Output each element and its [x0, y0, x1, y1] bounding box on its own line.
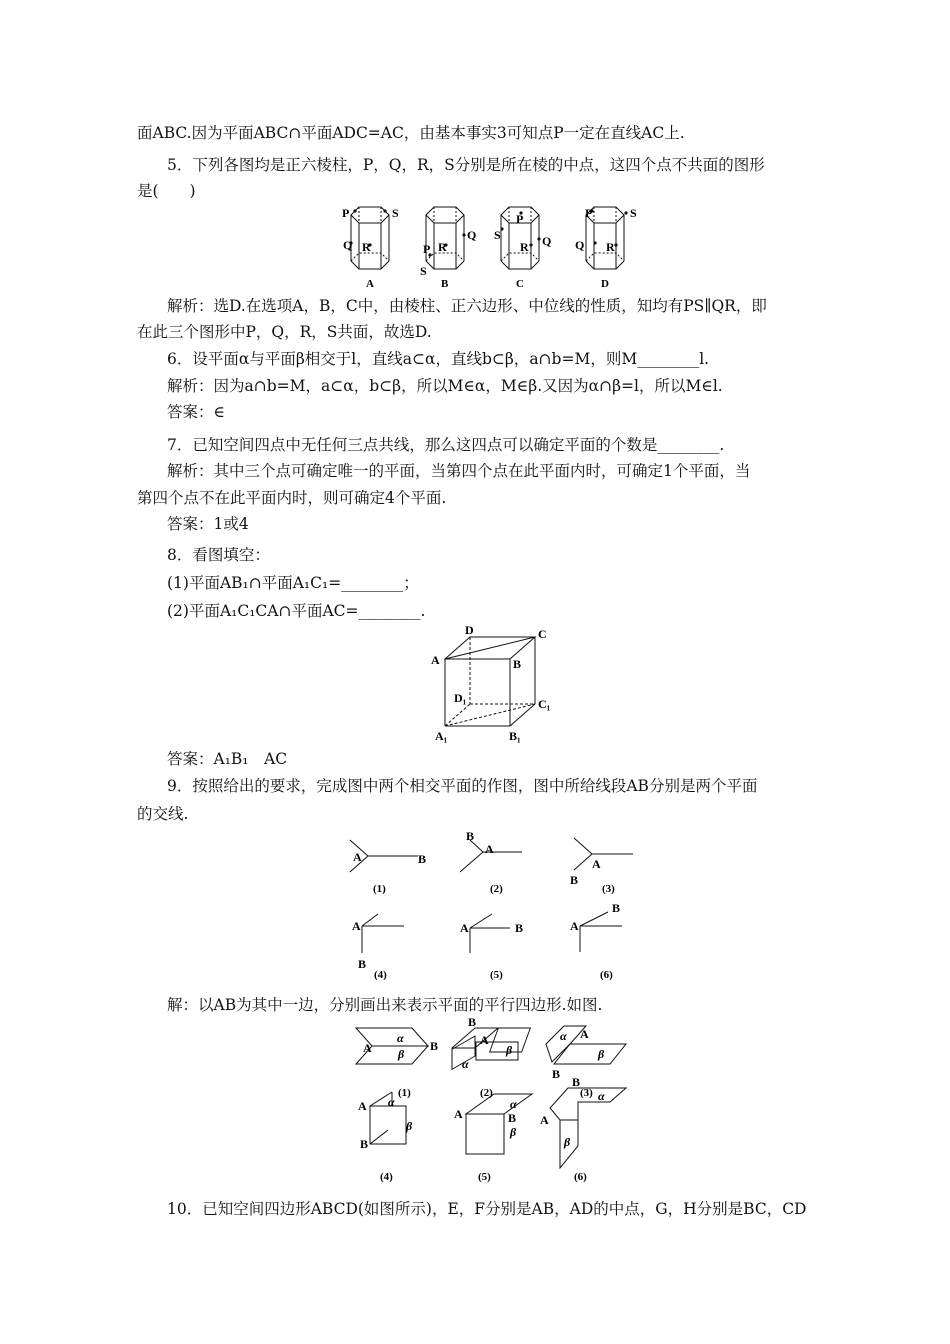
- q9-caption: (3): [602, 883, 615, 895]
- prism-label: R: [362, 240, 371, 254]
- q9-caption: (5): [490, 969, 503, 981]
- q10-question: 10．已知空间四边形ABCD(如图所示)，E，F分别是AB，AD的中点，G，H分别是BC，CD: [167, 1200, 807, 1218]
- sol-caption: (2): [480, 1087, 493, 1099]
- sol-label: β: [506, 1043, 513, 1057]
- q8-answer: 答案：A₁B₁ AC: [167, 750, 288, 768]
- q9-label: A: [485, 842, 494, 856]
- q5-solution-1: 解析：选D.在选项A，B，C中，由棱柱、正六边形、中位线的性质，知均有PS∥QR，即: [167, 297, 767, 315]
- q9-label: A: [592, 857, 601, 871]
- q7-solution-2: 第四个点不在此平面内时，则可确定4个平面.: [137, 489, 447, 507]
- q9-solution: 解：以AB为其中一边，分别画出来表示平面的平行四边形.如图.: [167, 996, 603, 1014]
- q9-label: B: [515, 921, 524, 935]
- prism-label: S: [420, 264, 427, 278]
- q8-part-1: (1)平面AB₁∩平面A₁C₁=________；: [167, 574, 419, 592]
- q5-line-2: 是( ): [137, 182, 196, 200]
- sol-label: β: [564, 1135, 571, 1149]
- sol-label: B: [430, 1039, 439, 1053]
- cube-label: A₁: [435, 729, 448, 743]
- sol-label: A: [540, 1113, 549, 1127]
- sol-label: B: [468, 1018, 477, 1029]
- prism-figures: [330, 203, 660, 290]
- sol-label: α: [560, 1029, 567, 1043]
- sol-label: β: [406, 1119, 413, 1133]
- q9-label: B: [570, 873, 579, 887]
- sol-label: A: [358, 1099, 367, 1113]
- q6-question: 6．设平面α与平面β相交于l，直线a⊂α，直线b⊂β，a∩b=M，则M________l.: [167, 350, 710, 368]
- sol-label: β: [398, 1047, 405, 1061]
- cube-label: B: [513, 657, 522, 671]
- sol-label: α: [598, 1089, 605, 1103]
- q9-label: A: [460, 921, 469, 935]
- sol-label: B: [360, 1137, 369, 1151]
- sol-label: B: [572, 1075, 581, 1089]
- q9-label: A: [352, 919, 361, 933]
- sol-label: α: [388, 1095, 395, 1109]
- sol-label: B: [552, 1067, 561, 1081]
- q7-solution-1: 解析：其中三个点可确定唯一的平面，当第四个点在此平面内时，可确定1个平面，当: [167, 462, 751, 480]
- cube-label: B₁: [509, 729, 521, 743]
- sol-label: β: [510, 1125, 517, 1139]
- sol-label: α: [462, 1057, 469, 1071]
- sol-caption: (5): [478, 1171, 491, 1183]
- sol-label: A: [363, 1041, 372, 1055]
- prism-caption-c: C: [516, 278, 524, 290]
- prism-label: Q: [542, 234, 552, 248]
- q9-question-1: 9．按照给出的要求，完成图中两个相交平面的作图，图中所给线段AB分别是两个平面: [167, 777, 758, 795]
- prism-label: P: [516, 212, 524, 226]
- prism-caption-b: B: [441, 278, 449, 290]
- prism-label: P: [342, 206, 350, 220]
- q9-label: B: [466, 829, 475, 843]
- cube-label: A: [431, 653, 440, 667]
- sol-caption: (6): [574, 1171, 587, 1183]
- sol-caption: (1): [398, 1087, 411, 1099]
- sol-label: α: [510, 1097, 517, 1111]
- q9-figures: [340, 828, 640, 988]
- prism-label: P: [585, 206, 593, 220]
- prism-label: S: [392, 206, 399, 220]
- q9-caption: (6): [600, 969, 613, 981]
- prism-label: R: [606, 240, 615, 254]
- q8-question: 8．看图填空：: [167, 546, 270, 564]
- line-1: 面ABC.因为平面ABC∩平面ADC=AC，由基本事实3可知点P一定在直线AC上.: [137, 124, 685, 142]
- q5-line-1: 5．下列各图均是正六棱柱，P，Q，R，S分别是所在棱的中点，这四个点不共面的图形: [167, 156, 765, 174]
- sol-label: A: [580, 1027, 589, 1041]
- q9-caption: (4): [374, 969, 387, 981]
- q9-caption: (1): [373, 883, 386, 895]
- cube-label: C₁: [538, 697, 551, 711]
- cube-figure: [425, 622, 565, 744]
- q8-part-2: (2)平面A₁C₁CA∩平面AC=________.: [167, 602, 426, 620]
- q9-label: B: [358, 957, 367, 971]
- q7-question: 7．已知空间四点中无任何三点共线，那么这四点可以确定平面的个数是________.: [167, 436, 725, 454]
- q6-answer: 答案：∈: [167, 403, 225, 421]
- q5-solution-2: 在此三个图形中P，Q，R，S共面，故选D.: [137, 323, 432, 341]
- q9-label: A: [570, 919, 579, 933]
- prism-label: Q: [343, 238, 353, 252]
- sol-label: α: [397, 1031, 404, 1045]
- prism-label: Q: [575, 238, 585, 252]
- q9-label: B: [612, 901, 621, 915]
- sol-label: A: [454, 1107, 463, 1121]
- q7-answer: 答案：1或4: [167, 515, 249, 533]
- prism-label: R: [520, 240, 529, 254]
- sol-caption: (3): [580, 1087, 593, 1099]
- cube-label: D: [465, 623, 474, 637]
- prism-label: Q: [467, 228, 477, 242]
- q9-label: A: [353, 850, 362, 864]
- prism-label: S: [494, 228, 501, 242]
- prism-caption-a: A: [366, 278, 374, 290]
- prism-label: R: [438, 240, 447, 254]
- cube-label: C: [538, 627, 547, 641]
- sol-label: A: [480, 1033, 489, 1047]
- sol-label: β: [598, 1047, 605, 1061]
- sol-label: B: [508, 1111, 517, 1125]
- cube-label: D₁: [454, 691, 467, 705]
- prism-caption-d: D: [601, 278, 609, 290]
- q9-question-2: 的交线.: [137, 805, 189, 823]
- prism-label: S: [630, 206, 637, 220]
- sol-caption: (4): [380, 1171, 393, 1183]
- prism-label: P: [423, 242, 431, 256]
- q9-caption: (2): [490, 883, 503, 895]
- q6-solution: 解析：因为a∩b=M，a⊂α，b⊂β，所以M∈α，M∈β.又因为α∩β=l，所以M∈l.: [167, 377, 723, 395]
- q9-label: B: [418, 852, 427, 866]
- q9-solution-figures: [340, 1018, 640, 1184]
